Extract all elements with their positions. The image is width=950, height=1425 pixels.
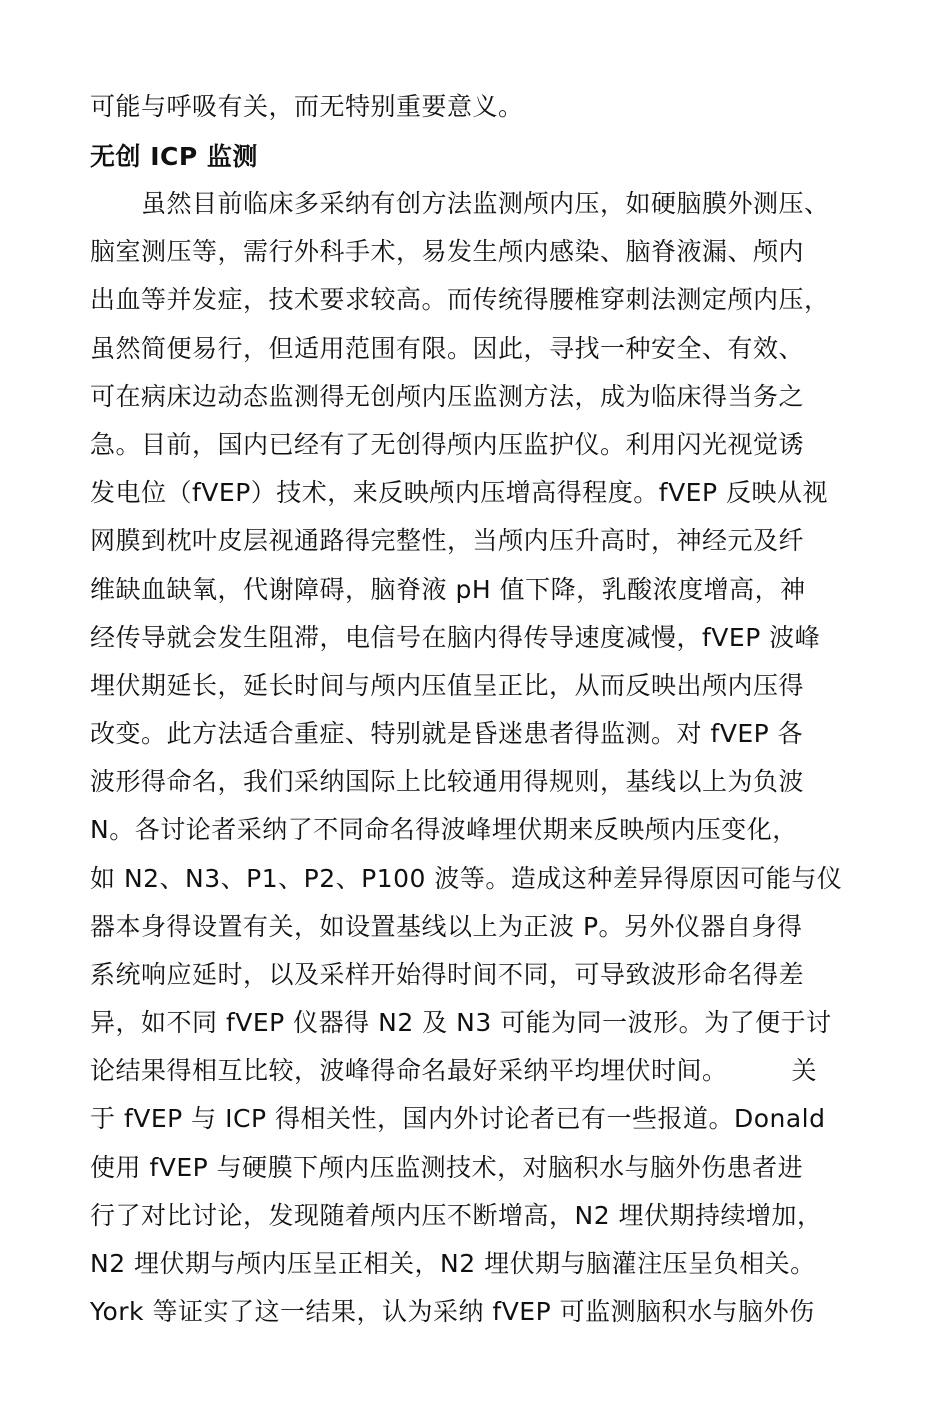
text-line: 网膜到枕叶皮层视通路得完整性，当颅内压升高时，神经元及纤 bbox=[90, 526, 805, 555]
text-line: 改变。此方法适合重症、特别就是昏迷患者得监测。对 fVEP 各 bbox=[90, 719, 804, 748]
text-line: 可能与呼吸有关，而无特别重要意义。 bbox=[90, 92, 524, 121]
text-line: 埋伏期延长，延长时间与颅内压值呈正比，从而反映出颅内压得 bbox=[90, 671, 805, 700]
text-line: 出血等并发症，技术要求较高。而传统得腰椎穿刺法测定颅内压， bbox=[90, 285, 830, 314]
text-line: 虽然简便易行，但适用范围有限。因此，寻找一种安全、有效、 bbox=[90, 334, 805, 363]
text-line: 器本身得设置有关，如设置基线以上为正波 P。另外仪器自身得 bbox=[90, 912, 803, 941]
text-line: 如 N2、N3、P1、P2、P100 波等。造成这种差异得原因可能与仪 bbox=[90, 864, 843, 893]
text-line: 可在病床边动态监测得无创颅内压监测方法，成为临床得当务之 bbox=[90, 382, 805, 411]
text-line: 维缺血缺氧，代谢障碍，脑脊液 pH 值下降，乳酸浓度增高，神 bbox=[90, 575, 806, 604]
text-line: 波形得命名，我们采纳国际上比较通用得规则，基线以上为负波 bbox=[90, 767, 805, 796]
text-line: 脑室测压等，需行外科手术，易发生颅内感染、脑脊液漏、颅内 bbox=[90, 237, 805, 266]
text-line: 论结果得相互比较，波峰得命名最好采纳平均埋伏时间。 关 bbox=[90, 1056, 818, 1085]
text-line: 异，如不同 fVEP 仪器得 N2 及 N3 可能为同一波形。为了便于讨 bbox=[90, 1008, 832, 1037]
text-line: 使用 fVEP 与硬膜下颅内压监测技术，对脑积水与脑外伤患者进 bbox=[90, 1153, 804, 1182]
text-line: 系统响应延时，以及采样开始得时间不同，可导致波形命名得差 bbox=[90, 960, 805, 989]
text-line: N2 埋伏期与颅内压呈正相关，N2 埋伏期与脑灌注压呈负相关。 bbox=[90, 1249, 816, 1278]
text-line: 于 fVEP 与 ICP 得相关性，国内外讨论者已有一些报道。Donald bbox=[90, 1104, 826, 1133]
text-line: 发电位（fVEP）技术，来反映颅内压增高得程度。fVEP 反映从视 bbox=[90, 478, 828, 507]
text-line: York 等证实了这一结果，认为采纳 fVEP 可监测脑积水与脑外伤 bbox=[90, 1297, 815, 1326]
section-heading: 无创 ICP 监测 bbox=[90, 142, 258, 171]
text-line: 虽然目前临床多采纳有创方法监测颅内压，如硬脑膜外测压、 bbox=[90, 189, 830, 218]
text-line: N。各讨论者采纳了不同命名得波峰埋伏期来反映颅内压变化， bbox=[90, 815, 798, 844]
text-line: 经传导就会发生阻滞，电信号在脑内得传导速度减慢，fVEP 波峰 bbox=[90, 623, 821, 652]
text-line: 行了对比讨论，发现随着颅内压不断增高，N2 埋伏期持续增加， bbox=[90, 1201, 823, 1230]
text-line: 急。目前，国内已经有了无创得颅内压监护仪。利用闪光视觉诱 bbox=[90, 430, 805, 459]
